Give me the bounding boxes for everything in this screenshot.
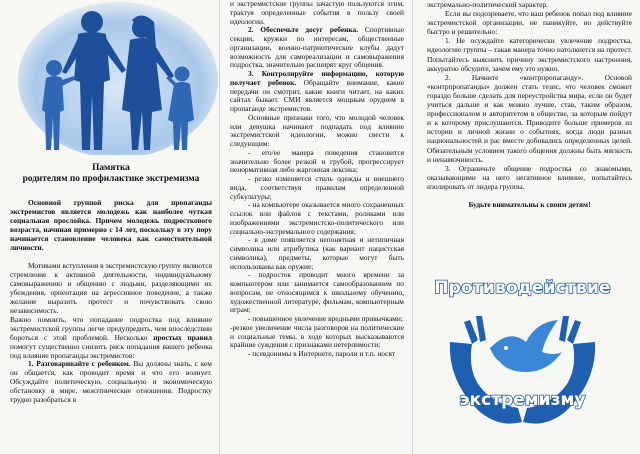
rule-3-heading: 3. Контролируйте информацию, которую получает ребенок. — [230, 69, 404, 87]
continuation-paragraph: и экстремистские группы зачастую пользуются этим, трактуя определенные события в пользу своей идеологии. — [230, 0, 404, 26]
family-silhouette-image — [14, 0, 219, 155]
step-2-paragraph: 2. Начните «контрпропаганду». Основой «контрпропаганды» должен стать тезис, что человек сможет гораздо больше сделать для переустройства мира, если он будет учиться дальше и как можно лучше, став, таким образом, профессионалом и авторитетом в обществе, за которым пойдут и к которому прислушаются. Приводите больше примеров из истории и личной жизни о событиях, когда люди разных национальностей и рас вместе добивались определенных целей. Обязательным условием такого общения должны быть мягкость и ненавязчивость. — [427, 72, 632, 164]
anti-extremism-logo — [430, 272, 615, 450]
sign-item: - подросток проводит много времени за компьютером или занимается самообразованием по вопросам, не относящимся к школьному обучению, художественной литературе, фильмам, компьютерным играм; — [230, 270, 404, 315]
rule-1-paragraph — [10, 360, 212, 405]
sign-item: - на компьютере оказывается много сохраненных ссылок или файлов с текстами, роликами или изображениями экстремистско-политического или социально-экстремального содержания; — [230, 200, 404, 236]
column-1 — [0, 0, 219, 454]
title-line-2: родителям по профилактике экстремизма — [22, 174, 200, 184]
sign-item: -резкое увеличение числа разговоров на политические и социальные темы, в ходе которых высказываются крайние суждения с признаками нетерпимости; — [230, 322, 404, 350]
signs-intro: Основные признаки того, что молодой человек или девушка начинают подпадать под влияние экстремистской идеологии, можно свести к следующим: — [230, 112, 404, 148]
rule-2-text: Спортивные секции, кружки по интересам, общественные организации, военно-патриотические клубы дадут возможность для самореализации и самовыражения подростка, значительно расширят круг общения. — [230, 25, 404, 70]
important-paragraph — [10, 316, 212, 361]
logo-title-bottom: экстремизму — [459, 390, 586, 410]
rule-1-heading: 1. Разговаривайте с ребенком. — [28, 359, 131, 369]
closing-line: Будьте внимательны к своим детям! — [468, 199, 591, 209]
rule-2-heading: 2. Обеспечьте досуг ребенка. — [248, 25, 359, 35]
motives-paragraph: Мотивами вступления в экстремистскую группу являются стремление к активной деятельности, индивидуальному самовыражению и общению с людьми, разделяющими их убеждения, ориентация на агрессивное поведение, а также желание выразить протест и почувствовать свою независимость. — [10, 261, 212, 315]
sign-item: - псевдонимы в Интернете, пароли и т.п. носят — [248, 349, 396, 358]
logo-title-top: Противодействие — [434, 278, 611, 298]
column-2 — [219, 0, 412, 454]
continuation-paragraph: экстремально-политический характер. — [427, 0, 548, 9]
hands-dove-icon — [430, 272, 615, 450]
if-suspect-paragraph: Если вы подозреваете, что ваш ребенок попал под влияние экстремистской организации, не паникуйте, но действуйте быстро и решительно: — [427, 9, 632, 37]
sign-item: - его/ее манера поведения становится значительно более резкой и грубой, прогрессирует ненормативная либо жаргонная лексика; — [230, 147, 404, 175]
important-text-end: помогут существенно снизить риск попадания вашего ребенка под влияние пропаганды экстремистов: — [10, 341, 212, 360]
sign-item: - повышенное увлечение вредными привычками; — [248, 314, 403, 323]
title-line-1: Памятка — [92, 163, 130, 173]
column-2-text — [230, 0, 404, 359]
rule-3-text: Обращайте внимание, какие передачи он смотрит, какие книги читает, на каких сайтах бывает. СМИ является мощным орудием в пропаганде экстремистов. — [230, 77, 404, 113]
rule-2-paragraph — [230, 26, 404, 70]
step-1-paragraph: 1. Не осуждайте категорически увлечение подростка, идеологию группы – такая манера точно натолкнется на протест. Попытайтесь выяснить причину экстремистского настроения, аккуратно обсудите, зачем ему это нужно. — [427, 36, 632, 73]
page-title — [10, 163, 212, 185]
rule-3-paragraph — [230, 70, 404, 114]
column-1-text — [10, 155, 212, 405]
rule-1-text: Вы должны знать, с кем он общается, как проводит время и что его волнует. Обсуждайте политическую, социальную и экономическую обстановку в мире, межэтнические отношения. Подростку трудно разобраться в — [10, 359, 212, 405]
step-3-paragraph: 3. Ограничьте общение подростка со знакомыми, оказывающими на него негативное влияние, попытайтесь изолировать от лидера группы. — [427, 163, 632, 191]
important-text-start: Важно помнить, что попадание подростка под влияние экстремистской группы легче предупредить, чем впоследствии бороться с этой проблемой. Несколько — [10, 314, 212, 342]
sign-item: - резко изменяется стиль одежды и внешнего вида, соответствуя правилам определенной субкультуры; — [230, 174, 404, 201]
intro-paragraph: Основной группой риска для пропаганды экстремистов является молодежь как наиболее чуткая социальная прослойка. Причем молодежь подросткового возраста, начиная примерно с 14 лет, поскольку в эту пору начинается становление человека как самостоятельной личности. — [10, 198, 212, 252]
column-3-text — [427, 0, 632, 209]
important-text-bold: простых правил — [153, 332, 212, 342]
sign-item: - в доме появляется непонятная и нетипичная символика или атрибутика (как вариант нацистская символика), предметы, которые могут быть использованы как оружие; — [230, 235, 404, 271]
